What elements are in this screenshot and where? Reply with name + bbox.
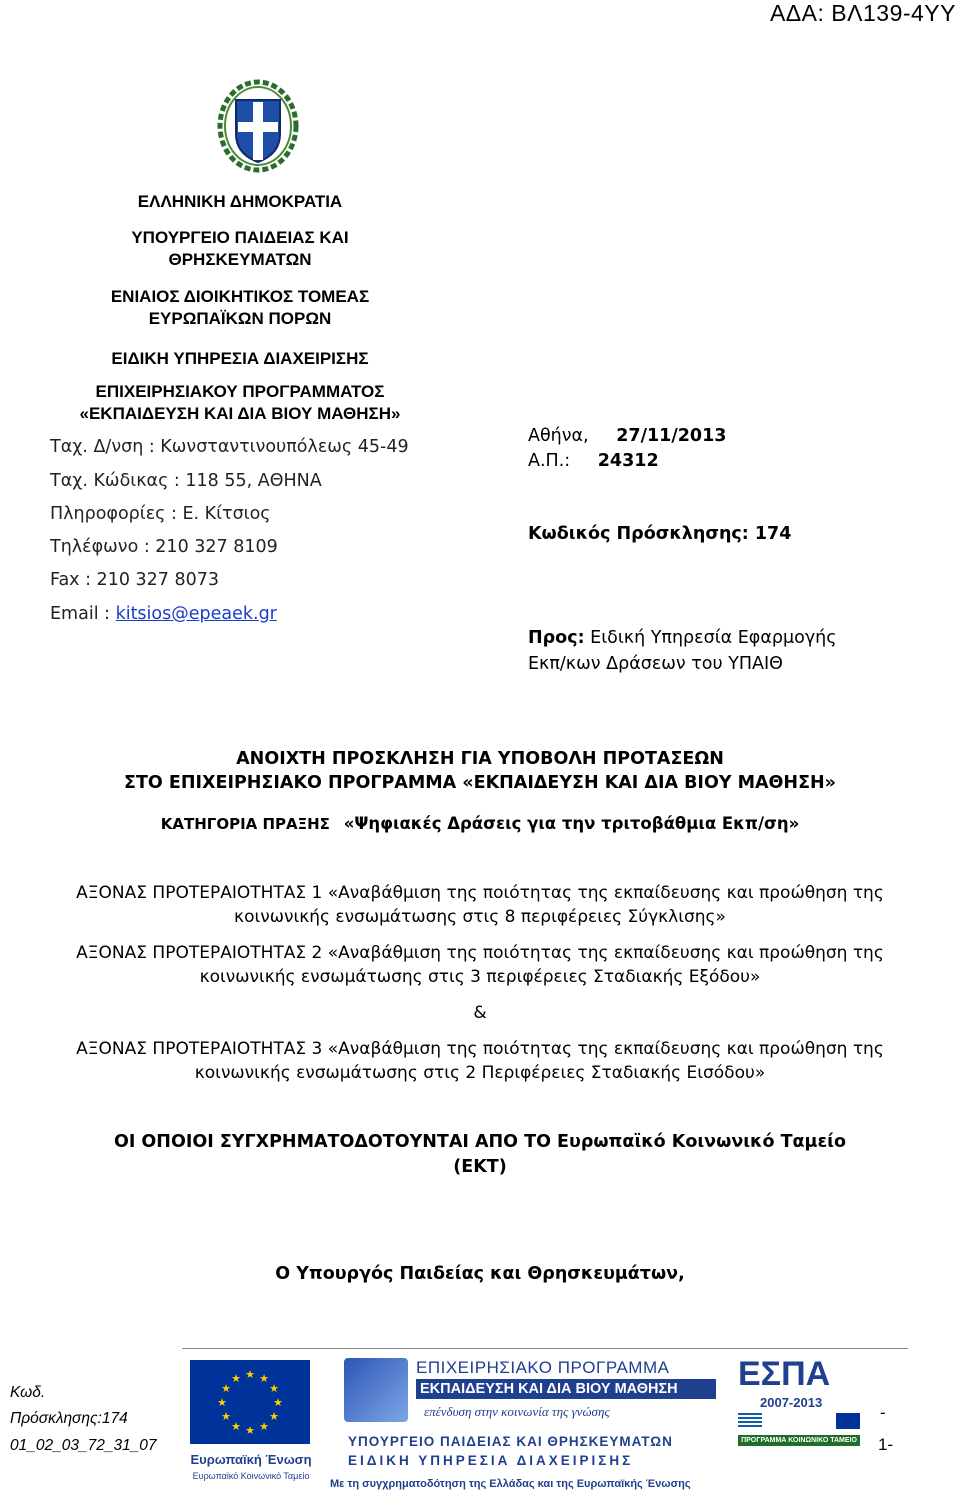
axis-2-line1: ΑΞΟΝΑΣ ΠΡΟΤΕΡΑΙΟΤΗΤΑΣ 2 «Αναβάθμιση της ποιότητας της εκπαίδευσης και προώθηση της (76, 943, 884, 963)
axis-3-line2: κοινωνικής ενσωμάτωσης στις 2 Περιφέρειες Σταδιακής Εισόδου» (194, 1063, 766, 1083)
header-service-line1: ΕΙΔΙΚΗ ΥΠΗΡΕΣΙΑ ΔΙΑΧΕΙΡΙΣΗΣ (111, 349, 369, 368)
svg-text:★: ★ (231, 1372, 241, 1385)
svg-text:★: ★ (273, 1396, 283, 1409)
category-row (0, 814, 960, 833)
invitation-code: Κωδικός Πρόσκλησης: 174 (528, 524, 792, 544)
svg-text:★: ★ (259, 1372, 269, 1385)
espa-logo-years: 2007-2013 (760, 1395, 823, 1410)
minister-line: Ο Υπουργός Παιδείας και Θρησκευμάτων, (275, 1264, 685, 1284)
footer-code-line1: Κωδ. (10, 1384, 46, 1401)
recipient-text1: Ειδική Υπηρεσία Εφαρμογής (590, 628, 837, 648)
svg-text:★: ★ (217, 1396, 227, 1409)
svg-text:★: ★ (259, 1420, 269, 1433)
axis-ampersand: & (473, 1003, 487, 1023)
header-sector-line1: ΕΝΙΑΙΟΣ ΔΙΟΙΚΗΤΙΚΟΣ ΤΟΜΕΑΣ (110, 287, 370, 306)
contact-email-row (50, 604, 277, 624)
eu-logo-subtitle: Ευρωπαϊκό Κοινωνικό Ταμείο (192, 1471, 310, 1481)
recipient-label: Προς: (528, 628, 585, 648)
contact-info-person: Πληροφορίες : Ε. Κίτσιος (50, 504, 271, 524)
op-logo-title: ΕΠΙΧΕΙΡΗΣΙΑΚΟ ΠΡΟΓΡΑΜΜΑ (416, 1358, 670, 1377)
title-line1: ΑΝΟΙΧΤΗ ΠΡΟΣΚΛΗΣΗ ΓΙΑ ΥΠΟΒΟΛΗ ΠΡΟΤΑΣΕΩΝ (236, 749, 724, 769)
contact-postal-code: Ταχ. Κώδικας : 118 55, ΑΘΗΝΑ (50, 471, 322, 491)
eu-flag-icon (190, 1360, 310, 1444)
category-value: «Ψηφιακές Δράσεις για την τριτοβάθμια Εκπ/ση» (343, 814, 800, 833)
date-row (528, 426, 726, 446)
svg-text:★: ★ (245, 1424, 255, 1437)
footer-divider (182, 1348, 908, 1349)
recipient-text2: Εκπ/κων Δράσεων του ΥΠΑΙΘ (528, 654, 783, 674)
espa-logo-title: ΕΣΠΑ (738, 1355, 831, 1393)
header-sector-line2: ΕΥΡΩΠΑΪΚΩΝ ΠΟΡΩΝ (148, 309, 332, 328)
category-label: ΚΑΤΗΓΟΡΙΑ ΠΡΑΞΗΣ (160, 815, 330, 833)
contact-phone: Τηλέφωνο : 210 327 8109 (50, 537, 278, 557)
header-service-line3: «ΕΚΠΑΙΔΕΥΣΗ ΚΑΙ ΔΙΑ ΒΙΟΥ ΜΑΘΗΣΗ» (79, 404, 401, 423)
page-number: 1- (878, 1435, 894, 1454)
op-cofinancing: Με τη συγχρηματοδότηση της Ελλάδας και της Ευρωπαϊκής Ένωσης (330, 1478, 691, 1490)
footer-code-line3: 01_02_03_72_31_07 (10, 1437, 157, 1454)
svg-text:★: ★ (269, 1410, 279, 1423)
svg-text:★: ★ (245, 1368, 255, 1381)
contact-email-link[interactable]: kitsios@epeaek.gr (115, 604, 277, 624)
protocol-label: Α.Π.: (528, 451, 571, 471)
svg-text:★: ★ (221, 1410, 231, 1423)
op-service: ΕΙΔΙΚΗ ΥΠΗΡΕΣΙΑ ΔΙΑΧΕΙΡΙΣΗΣ (348, 1453, 634, 1468)
espa-logo-subtitle: ΠΡΟΓΡΑΜΜΑ ΚΟΙΝΩΝΙΚΟ ΤΑΜΕΙΟ (738, 1435, 860, 1446)
contact-email-label: Email : (50, 604, 116, 624)
title-line2: ΣΤΟ ΕΠΙΧΕΙΡΗΣΙΑΚΟ ΠΡΟΓΡΑΜΜΑ «ΕΚΠΑΙΔΕΥΣΗ ΚΑΙ ΔΙΑ ΒΙΟΥ ΜΑΘΗΣΗ» (124, 773, 836, 793)
place-label: Αθήνα, (528, 426, 589, 446)
op-logo (330, 1358, 718, 1496)
header-ministry-line1: ΥΠΟΥΡΓΕΙΟ ΠΑΙΔΕΙΑΣ ΚΑΙ (131, 228, 349, 247)
op-ministry: ΥΠΟΥΡΓΕΙΟ ΠΑΙΔΕΙΑΣ ΚΑΙ ΘΡΗΣΚΕΥΜΑΤΩΝ (348, 1434, 673, 1449)
axis-1-line2: κοινωνικής ενσωμάτωσης στις 8 περιφέρειες Σύγκλισης» (234, 907, 726, 927)
greek-coat-of-arms-icon (216, 78, 300, 174)
header-ministry-line2: ΘΡΗΣΚΕΥΜΑΤΩΝ (168, 250, 312, 269)
espa-logo (738, 1355, 860, 1455)
recipient-line1 (528, 628, 837, 648)
axis-2-line2: κοινωνικής ενσωμάτωσης στις 3 περιφέρειες Σταδιακής Εξόδου» (199, 967, 761, 987)
footer-code-line2: Πρόσκλησης:174 (10, 1410, 128, 1427)
svg-text:★: ★ (231, 1420, 241, 1433)
op-logo-slogan: επένδυση στην κοινωνία της γνώσης (424, 1404, 610, 1419)
eu-logo-title: Ευρωπαϊκή Ένωση (190, 1452, 312, 1467)
contact-address: Ταχ. Δ/νση : Κωνσταντινουπόλεως 45-49 (50, 437, 409, 457)
eu-logo (182, 1360, 320, 1490)
header-republic: ΕΛΛΗΝΙΚΗ ΔΗΜΟΚΡΑΤΙΑ (137, 192, 343, 211)
ada-code: ΑΔΑ: ΒΛ139-4ΥΥ (769, 0, 956, 26)
greek-flag-icon (738, 1413, 762, 1429)
axis-1-line1: ΑΞΟΝΑΣ ΠΡΟΤΕΡΑΙΟΤΗΤΑΣ 1 «Αναβάθμιση της ποιότητας της εκπαίδευσης και προώθηση της (76, 883, 884, 903)
op-logo-name: ΕΚΠΑΙΔΕΥΣΗ ΚΑΙ ΔΙΑ ΒΙΟΥ ΜΑΘΗΣΗ (416, 1379, 716, 1399)
svg-text:★: ★ (221, 1382, 231, 1395)
op-logo-mark (344, 1358, 408, 1422)
page-dash: - (880, 1403, 886, 1422)
protocol-number: 24312 (597, 451, 659, 471)
espa-eu-flag-icon (836, 1413, 860, 1429)
svg-text:★: ★ (269, 1382, 279, 1395)
protocol-row (528, 451, 659, 471)
funding-line1: ΟΙ ΟΠΟΙΟΙ ΣΥΓΧΡΗΜΑΤΟΔΟΤΟΥΝΤΑΙ ΑΠΟ ΤΟ Ευρωπαϊκό Κοινωνικό Ταμείο (113, 1132, 847, 1152)
document-date: 27/11/2013 (616, 426, 727, 446)
header-service-line2: ΕΠΙΧΕΙΡΗΣΙΑΚΟΥ ΠΡΟΓΡΑΜΜΑΤΟΣ (95, 382, 385, 401)
contact-fax: Fax : 210 327 8073 (50, 570, 220, 590)
funding-line2: (ΕΚΤ) (453, 1157, 507, 1177)
axis-3-line1: ΑΞΟΝΑΣ ΠΡΟΤΕΡΑΙΟΤΗΤΑΣ 3 «Αναβάθμιση της ποιότητας της εκπαίδευσης και προώθηση της (76, 1039, 884, 1059)
